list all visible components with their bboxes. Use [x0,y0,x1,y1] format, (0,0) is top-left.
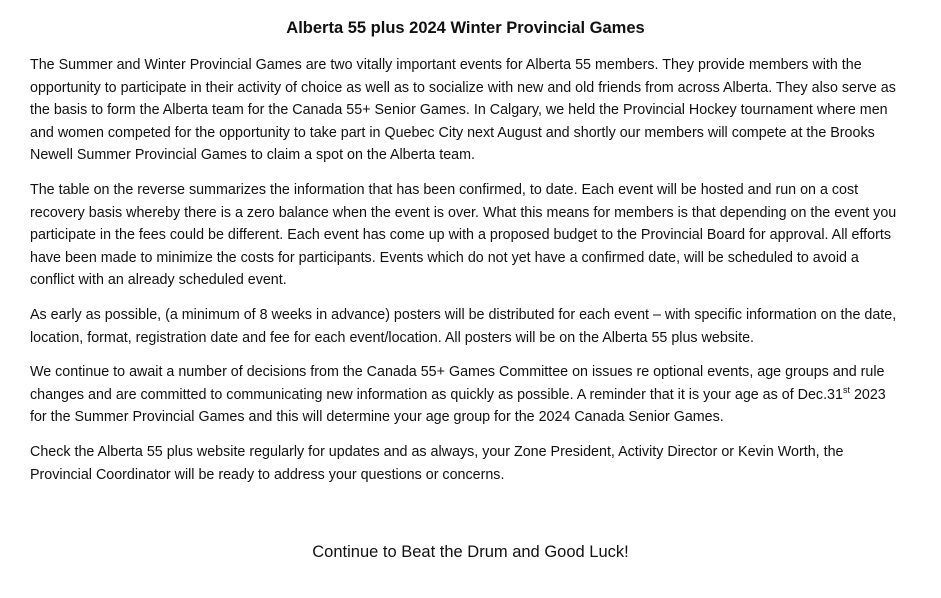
paragraph-check-website: Check the Alberta 55 plus website regularly for updates and as always, your Zone President, Activity Director or Kevin Worth, the Provincial Coordinator will be ready to address your questions or concerns. [30,443,844,483]
paragraph-cost-recovery: The table on the reverse summarizes the information that has been confirmed, to date. Each event will be hosted and run on a cost recovery basis whereby there is a zero balance when the event is over. What this means for members is that depending on the event you participate in the fees could be different. Each event has come up with a proposed budget to the Provincial Board for approval. All efforts have been made to minimize the costs for participants. Events which do not yet have a confirmed date, will be scheduled to avoid a conflict with an already scheduled event. [30,181,897,289]
paragraph-games-importance: The Summer and Winter Provincial Games are two vitally important events for Alberta 55 members. They provide members with the opportunity to participate in their activity of choice as well as to socialize with new and old friends from across Alberta. They also serve as the basis to form the Alberta team for the Canada 55+ Senior Games. In Calgary, we held the Provincial Hockey tournament where men and women competed for the opportunity to take part in Quebec City next August and shortly our members will compete at the Brooks Newell Summer Provincial Games to claim a spot on the Alberta team. [30,57,896,164]
paragraph-decisions [30,361,901,429]
ordinal-suffix: st [842,384,850,395]
paragraph-decisions-text-end: 2023 for the Summer Provincial Games and this will determine your age group for the 2024 Canada Senior Games. [30,386,886,426]
paragraph-posters: As early as possible, (a minimum of 8 weeks in advance) posters will be distributed for each event – with specific information on the date, location, format, registration date and fee for each event/location. All posters will be on the Alberta 55 plus website. [30,306,897,346]
document-title: Alberta 55 plus 2024 Winter Provincial Games [286,19,645,37]
paragraph-decisions-text-start: We continue to await a number of decisions from the Canada 55+ Games Committee on issues re optional events, age groups and rule changes and are committed to communicating new information as quickly as possible. A reminder that it is your age as of Dec.31 [30,364,885,403]
closing-line: Continue to Beat the Drum and Good Luck! [312,543,629,561]
